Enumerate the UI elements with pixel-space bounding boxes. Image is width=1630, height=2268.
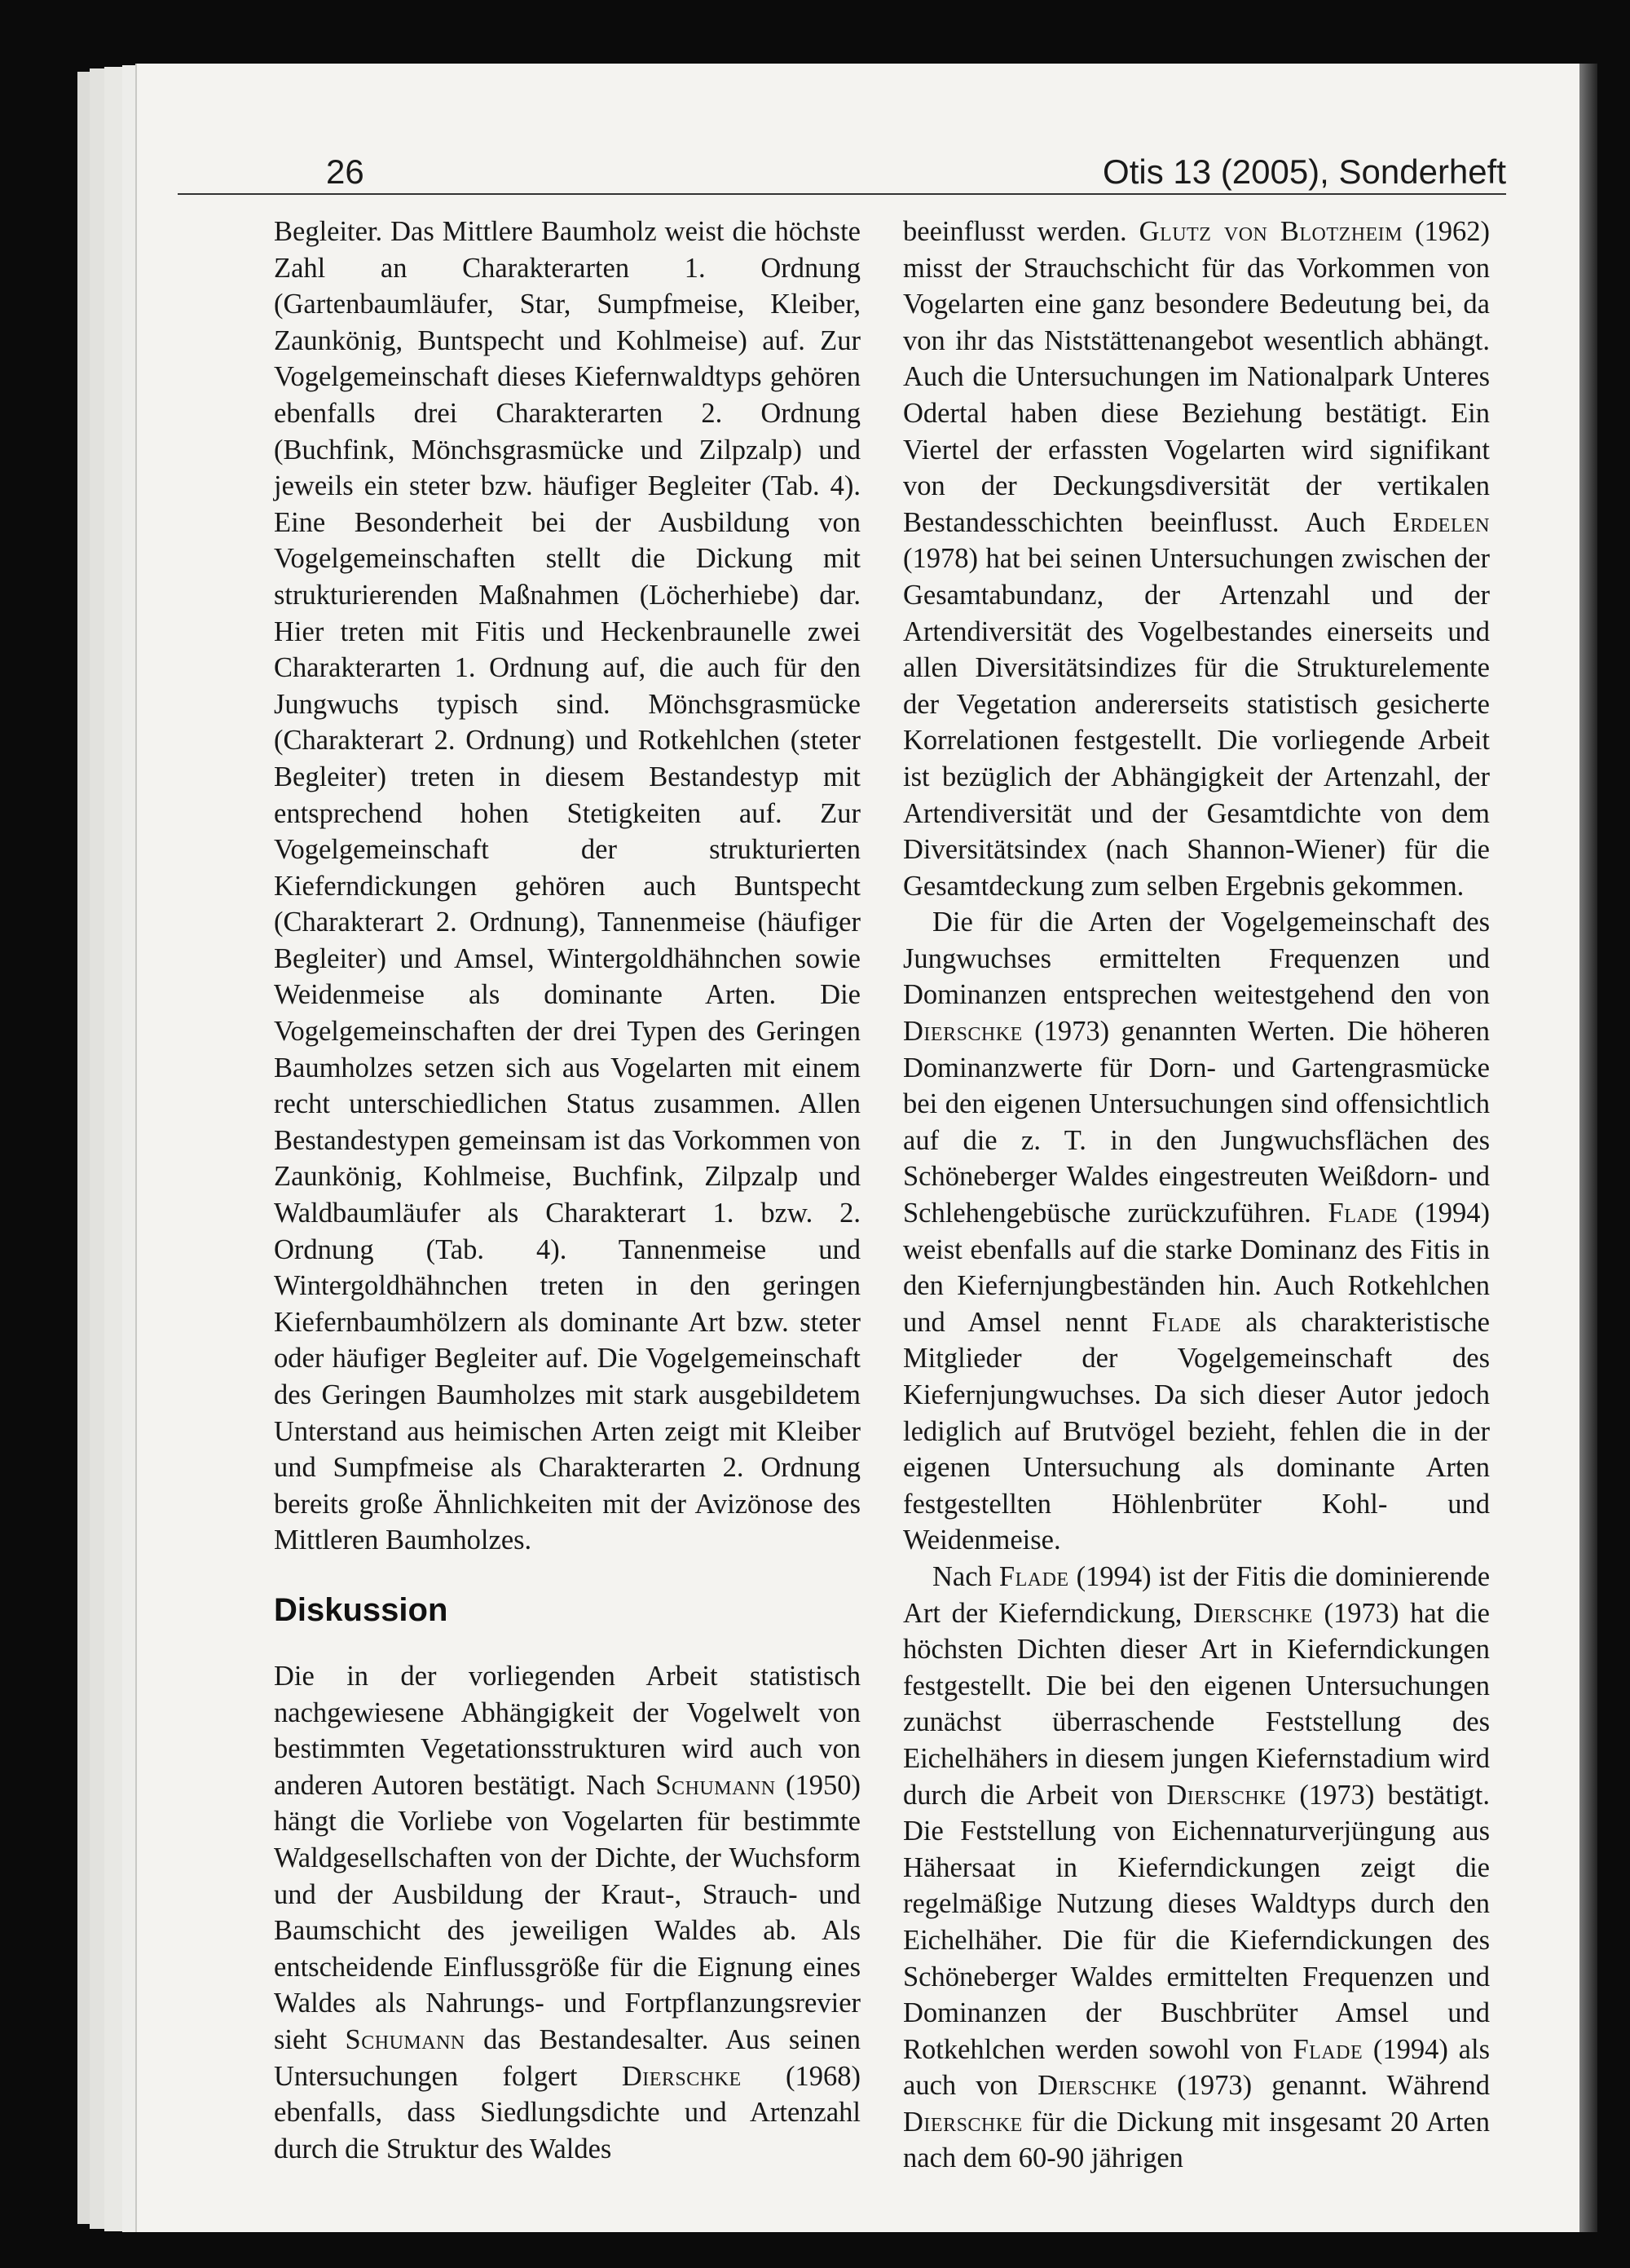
author-citation: Flade: [1328, 1198, 1399, 1229]
text-run: (1968) ebenfalls, dass Siedlungsdichte und Artenzahl durch die Struktur des Waldes: [274, 2060, 861, 2164]
running-header: [178, 151, 1506, 195]
text-run: Nach: [932, 1560, 999, 1592]
author-citation: Schumann: [345, 2023, 465, 2055]
author-citation: Flade: [998, 1560, 1069, 1592]
author-citation: Dierschke: [903, 2106, 1023, 2138]
text-run: beeinflusst werden.: [903, 216, 1139, 247]
paragraph: Begleiter. Das Mittlere Baumholz weist die höchste Zahl an Charakterarten 1. Ordnung (Gartenbaumläufer, Star, Sumpfmeise, Kleiber, Zaunkönig, Buntspecht und Kohlmeise) auf. Zur Vogelgemeinschaft dieses Kiefernwaldtyps gehören ebenfalls drei Charakterarten 2. Ordnung (Buchfink, Mönchsgrasmücke und Zilpzalp) und jeweils ein steter bzw. häufiger Begleiter (Tab. 4). Eine Besonderheit bei der Ausbildung von Vogelgemeinschaften stellt die Dickung mit strukturierenden Maßnahmen (Löcherhiebe) dar. Hier treten mit Fitis und Heckenbraunelle zwei Charakterarten 1. Ordnung auf, die auch für den Jungwuchs typisch sind. Mönchsgrasmücke (Charakterart 2. Ordnung) und Rotkehlchen (steter Begleiter) treten in diesem Bestandestyp mit entsprechend hohen Stetigkeiten auf. Zur Vogelgemeinschaft der strukturierten Kieferndickungen gehören auch Buntspecht (Charakterart 2. Ordnung), Tannenmeise (häufiger Begleiter) und Amsel, Wintergoldhähnchen sowie Weidenmeise als dominante Arten. Die Vogelgemeinschaften der drei Typen des Geringen Baumholzes setzen sich aus Vogelarten mit einem recht unterschiedlichen Status zusammen. Allen Bestandestypen gemeinsam ist das Vorkommen von Zaunkönig, Kohlmeise, Buchfink, Zilpzalp und Waldbaumläufer als Charakterart 1. bzw. 2. Ordnung (Tab. 4). Tannenmeise und Wintergoldhähnchen treten in den geringen Kiefernbaumhölzern als dominante Art bzw. steter oder häufiger Begleiter auf. Die Vogelgemeinschaft des Geringen Baumholzes mit stark ausgebildetem Unterstand aus heimischen Arten zeigt mit Kleiber und Sumpfmeise als Charakterarten 2. Ordnung bereits große Ähnlichkeiten mit der Avizönose des Mittleren Baumholzes.: [274, 216, 861, 1556]
author-citation: Flade: [1293, 2033, 1363, 2065]
text-run: (1978) hat bei seinen Untersuchungen zwischen der Gesamtabundanz, der Artenzahl und der Artendiversität des Vogelbestandes einerseits und allen Diversitätsindizes für die Strukturelemente der Vegetation andererseits statistisch gesicherte Korrelationen festgestellt. Die vorliegende Arbeit ist bezüglich der Abhängigkeit der Artenzahl, der Artendiversität und der Gesamtdichte von dem Diversitätsindex (nach Shannon-Wiener) für die Gesamtdeckung zum selben Ergebnis gekommen.: [903, 543, 1490, 902]
text-run: Die für die Arten der Vogelgemeinschaft des Jungwuchses ermittelten Frequenzen und Dominanzen entsprechen weitestgehend den von: [903, 907, 1490, 1011]
text-run: als charakteristische Mitglieder der Vogelgemeinschaft des Kiefernjungwuchses. Da sich dieser Autor jedoch lediglich auf Brutvögel bezieht, fehlen die in der eigenen Untersuchung als dominante Arten festgestellten Höhlenbrüter Kohl- und Weidenmeise.: [903, 1306, 1490, 1556]
text-run: (1962) misst der Strauchschicht für das Vorkommen von Vogelarten eine ganz besondere Bedeutung bei, da von ihr das Niststättenangebot wesentlich abhängt. Auch die Untersuchungen im Nationalpark Unteres Odertal haben diese Beziehung bestätigt. Ein Viertel der erfassten Vogelarten wird signifikant von der Deckungsdiversität der vertikalen Bestandesschichten beeinflusst. Auch: [903, 216, 1490, 538]
text-run: (1994) ist der Fitis die dominierende Art der Kieferndickung,: [903, 1560, 1491, 1629]
author-citation: Flade: [1152, 1306, 1222, 1338]
author-citation: Schumann: [655, 1769, 776, 1801]
paragraph: [903, 1559, 1490, 2177]
journal-reference: Otis 13 (2005), Sonderheft: [1103, 152, 1506, 191]
text-run: Die in der vorliegenden Arbeit statistisch nachgewiesene Abhängigkeit der Vogelwelt von bestimmten Vegetationsstrukturen wird auch von anderen Autoren bestätigt. Nach: [274, 1660, 861, 1801]
paragraph: [274, 1658, 861, 2167]
author-citation: Erdelen: [1392, 506, 1490, 538]
author-citation: Dierschke: [903, 1016, 1023, 1048]
text-run: (1973) genannt. Während: [1156, 2070, 1490, 2102]
left-column: [274, 214, 861, 2167]
text-run: (1973) bestätigt. Die Feststellung von Eichennaturverjüngung aus Hähersaat in Kieferndickungen zeigt die regelmäßige Nutzung dieses Waldtyps durch den Eichelhäher. Die für die Kieferndickungen des Schöneberger Waldes ermittelten Frequenzen und Dominanzen der Buschbrüter Amsel und Rotkehlchen werden sowohl von: [903, 1779, 1491, 2065]
paragraph: [903, 214, 1490, 904]
text-run: (1994) als auch von: [903, 2033, 1490, 2102]
text-run: (1994) weist ebenfalls auf die starke Dominanz des Fitis in den Kiefernjungbeständen hin. Auch Rotkehlchen und Amsel nennt: [903, 1198, 1491, 1338]
section-heading: Diskussion: [274, 1591, 448, 1628]
binding-shadow: [1579, 64, 1597, 2232]
text-run: für die Dickung mit insgesamt 20 Arten nach dem 60-90 jährigen: [903, 2106, 1490, 2174]
paragraph: [903, 904, 1490, 1559]
text-run: (1973) genannten Werten. Die höheren Dominanzwerte für Dorn- und Gartengrasmücke bei den eigenen Untersuchungen sind offensichtlich auf die z. T. in den Jungwuchsflächen des Schöneberger Waldes eingestreuten Weißdorn- und Schlehengebüsche zurückzuführen.: [903, 1016, 1490, 1229]
page-number: 26: [326, 152, 364, 191]
author-citation: Dierschke: [1193, 1597, 1313, 1629]
right-column: [903, 214, 1490, 2177]
text-run: das Bestandesalter. Aus seinen Untersuchungen folgert: [274, 2023, 861, 2092]
author-citation: Glutz von Blotzheim: [1139, 216, 1403, 247]
author-citation: Dierschke: [1037, 2070, 1157, 2102]
author-citation: Dierschke: [621, 2060, 742, 2092]
author-citation: Dierschke: [1166, 1779, 1287, 1811]
text-run: (1950) hängt die Vorliebe von Vogelarten für bestimmte Waldgesellschaften von der Dichte, der Wuchsform und der Ausbildung der Kraut-, Strauch- und Baumschicht des jeweiligen Waldes ab. Als entscheidende Einflussgröße für die Eignung eines Waldes als Nahrungs- und Fortpflanzungsrevier sieht: [274, 1769, 861, 2055]
text-run: (1973) hat die höchsten Dichten dieser Art in Kieferndickungen festgestellt. Die bei den eigenen Untersuchungen zunächst überraschende Feststellung des Eichelhähers in diesem jungen Kiefernstadium wird durch die Arbeit von: [903, 1597, 1490, 1811]
